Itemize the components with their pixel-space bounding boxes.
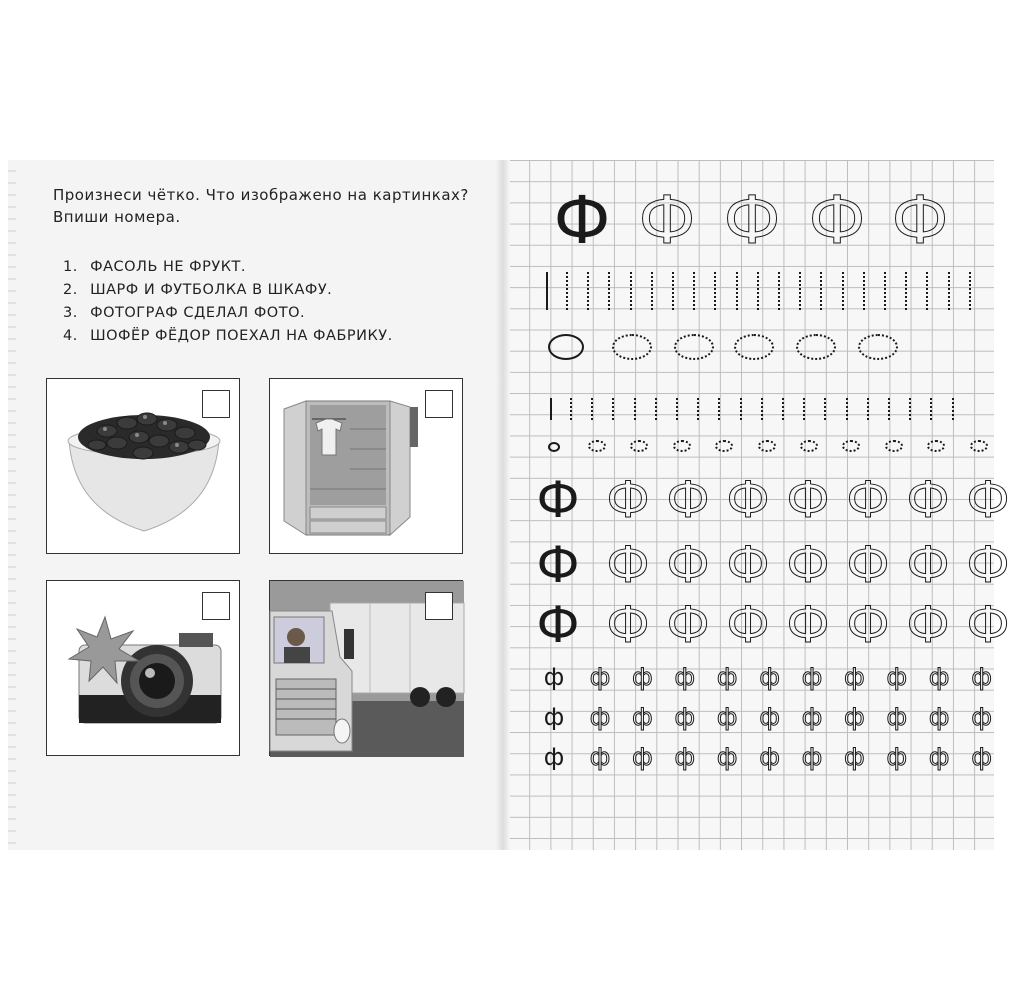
letter-trace: ф (844, 703, 865, 731)
letter-sample: Ф (536, 471, 580, 529)
letter-trace: Ф (606, 471, 650, 529)
task-instruction: Произнеси чётко. Что изображено на картинках? Впиши номера. (53, 186, 469, 226)
letter-trace: Ф (606, 596, 650, 654)
stroke-trace (846, 398, 848, 420)
oval-trace (858, 334, 898, 360)
stroke-trace (761, 398, 763, 420)
stroke-trace (608, 272, 610, 310)
oval-trace (673, 440, 691, 452)
oval-trace (630, 440, 648, 452)
letter-trace: Ф (726, 596, 770, 654)
phrase-number: 3. (63, 305, 78, 321)
letter-trace: Ф (666, 596, 710, 654)
letter-trace: Ф (966, 536, 1010, 594)
letter-trace: ф (801, 663, 823, 691)
picture-card-wardrobe (269, 378, 463, 554)
oval-trace (885, 440, 903, 452)
stroke-trace (655, 398, 657, 420)
oval-trace (715, 440, 733, 452)
stroke-trace (926, 272, 928, 310)
stroke-trace (803, 398, 805, 420)
letter-sample: Ф (536, 536, 580, 594)
oval-sample (548, 334, 584, 360)
letter-trace: ф (716, 703, 738, 731)
stroke-trace (782, 398, 784, 420)
phrase-number: 1. (63, 259, 78, 275)
stroke-trace (630, 272, 632, 310)
stroke-trace (824, 398, 826, 420)
letter-trace: ф (928, 663, 950, 691)
letter-trace: ф (632, 663, 653, 691)
letter-trace: Ф (726, 471, 770, 529)
phrase-item (63, 279, 393, 302)
stroke-trace (676, 398, 678, 420)
letter-trace: ф (674, 743, 696, 771)
stroke-trace (799, 272, 801, 310)
stroke-trace (884, 272, 886, 310)
stroke-trace (952, 398, 954, 420)
stroke-trace (612, 398, 614, 420)
stroke-trace (651, 272, 653, 310)
picture-card-truck (269, 580, 463, 756)
stroke-trace (718, 398, 720, 420)
letter-sample: Ф (536, 596, 580, 654)
stroke-trace (842, 272, 844, 310)
letter-trace: Ф (723, 182, 781, 259)
letter-trace: ф (886, 663, 908, 691)
letter-trace: Ф (846, 536, 890, 594)
letter-trace: Ф (786, 471, 830, 529)
letter-trace: ф (928, 703, 950, 731)
stroke-trace (736, 272, 738, 310)
oval-trace (796, 334, 836, 360)
right-page-grid (502, 160, 1010, 850)
letter-sample: ф (543, 703, 565, 731)
letter-trace: Ф (966, 471, 1010, 529)
letter-trace: ф (716, 663, 738, 691)
stroke-trace (570, 398, 572, 420)
letter-trace: Ф (906, 536, 950, 594)
stroke-trace (740, 398, 742, 420)
letter-trace: Ф (808, 182, 866, 259)
letter-trace: ф (632, 703, 653, 731)
phrase-text: ФАСОЛЬ НЕ ФРУКТ. (90, 259, 247, 275)
letter-trace: ф (632, 743, 653, 771)
letter-trace: ф (759, 663, 780, 691)
oval-trace (758, 440, 776, 452)
letter-trace: ф (589, 703, 611, 731)
phrase-number: 2. (63, 282, 78, 298)
letter-trace: ф (759, 703, 780, 731)
oval-trace (674, 334, 714, 360)
oval-trace (927, 440, 945, 452)
book-gutter (496, 160, 510, 850)
letter-trace: Ф (606, 536, 650, 594)
stroke-trace (863, 272, 865, 310)
stroke-trace (693, 272, 695, 310)
stroke-sample (546, 272, 548, 310)
letter-trace: ф (716, 743, 738, 771)
phrase-item (63, 325, 393, 348)
letter-trace: ф (844, 663, 865, 691)
letter-trace: ф (674, 703, 696, 731)
stroke-trace (909, 398, 911, 420)
stroke-trace (697, 398, 699, 420)
stroke-trace (905, 272, 907, 310)
letter-sample: ф (543, 743, 565, 771)
phrase-text: ШАРФ И ФУТБОЛКА В ШКАФУ. (90, 282, 333, 298)
stroke-trace (888, 398, 890, 420)
answer-box[interactable] (425, 390, 453, 418)
phrase-text: ШОФЁР ФЁДОР ПОЕХАЛ НА ФАБРИКУ. (90, 328, 393, 344)
letter-trace: Ф (786, 596, 830, 654)
stroke-trace (757, 272, 759, 310)
answer-box[interactable] (202, 390, 230, 418)
letter-trace: Ф (666, 471, 710, 529)
letter-trace: Ф (638, 182, 696, 259)
stroke-sample (550, 398, 552, 420)
letter-trace: ф (971, 743, 992, 771)
letter-trace: ф (801, 743, 823, 771)
letter-trace: ф (844, 743, 865, 771)
answer-box[interactable] (202, 592, 230, 620)
oval-trace (970, 440, 988, 452)
phrase-item (63, 302, 393, 325)
letter-trace: ф (589, 743, 611, 771)
letter-trace: ф (928, 743, 950, 771)
letter-trace: ф (971, 703, 992, 731)
stroke-trace (634, 398, 636, 420)
phrase-item (63, 256, 393, 279)
stroke-trace (714, 272, 716, 310)
letter-trace: Ф (846, 596, 890, 654)
letter-sample: Ф (553, 182, 611, 259)
stroke-trace (591, 398, 593, 420)
workbook-spread (8, 160, 1010, 850)
letter-sample: ф (543, 663, 565, 691)
stroke-trace (867, 398, 869, 420)
letter-trace: ф (674, 663, 696, 691)
phrase-number: 4. (63, 328, 78, 344)
stroke-trace (948, 272, 950, 310)
stroke-trace (566, 272, 568, 310)
letter-trace: Ф (786, 536, 830, 594)
letter-trace: ф (886, 703, 908, 731)
letter-trace: Ф (906, 596, 950, 654)
oval-trace (588, 440, 606, 452)
stroke-trace (587, 272, 589, 310)
letter-trace: Ф (846, 471, 890, 529)
picture-card-beans (46, 378, 240, 554)
picture-card-camera (46, 580, 240, 756)
phrase-list (63, 256, 393, 348)
letter-trace: ф (589, 663, 611, 691)
oval-trace (734, 334, 774, 360)
letter-trace: Ф (726, 536, 770, 594)
answer-box[interactable] (425, 592, 453, 620)
letter-trace: ф (971, 663, 992, 691)
oval-trace (612, 334, 652, 360)
stroke-trace (672, 272, 674, 310)
stroke-trace (820, 272, 822, 310)
letter-trace: ф (759, 743, 780, 771)
page-edge (8, 160, 16, 850)
stroke-trace (778, 272, 780, 310)
oval-sample (548, 442, 560, 452)
stroke-trace (930, 398, 932, 420)
letter-trace: ф (801, 703, 823, 731)
oval-trace (800, 440, 818, 452)
letter-trace: Ф (906, 471, 950, 529)
letter-trace: Ф (666, 536, 710, 594)
phrase-text: ФОТОГРАФ СДЕЛАЛ ФОТО. (90, 305, 306, 321)
letter-trace: ф (886, 743, 908, 771)
oval-trace (842, 440, 860, 452)
left-page (8, 160, 500, 850)
letter-trace: Ф (966, 596, 1010, 654)
stroke-trace (969, 272, 971, 310)
letter-trace: Ф (891, 182, 949, 259)
